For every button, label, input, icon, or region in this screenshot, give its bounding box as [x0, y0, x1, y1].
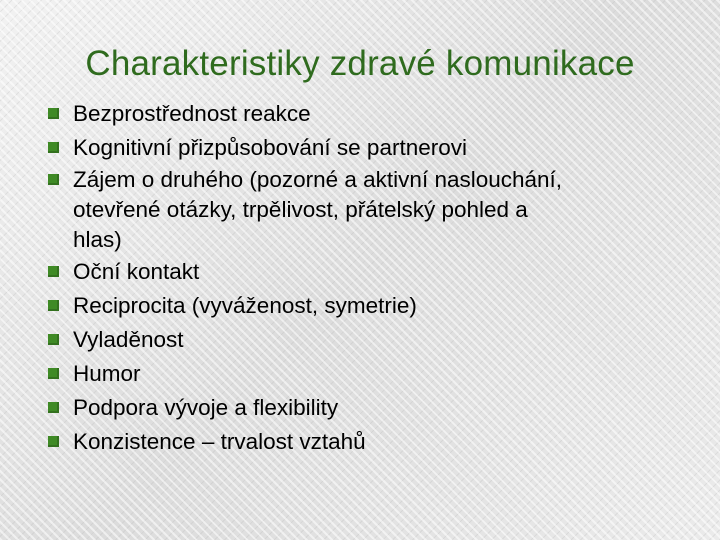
slide-title: Charakteristiky zdravé komunikace	[85, 44, 635, 83]
list-item-text: Bezprostřednost reakce	[73, 101, 311, 126]
list-item-text: Konzistence – trvalost vztahů	[73, 429, 366, 454]
list-item	[48, 391, 698, 425]
bullet-list	[48, 97, 698, 459]
square-bullet-icon	[48, 402, 59, 413]
square-bullet-icon	[48, 174, 59, 185]
list-item-text: Podpora vývoje a flexibility	[73, 395, 339, 420]
list-item-text: Humor	[73, 361, 141, 386]
square-bullet-icon	[48, 300, 59, 311]
square-bullet-icon	[48, 368, 59, 379]
list-item	[48, 425, 698, 459]
list-item	[48, 97, 698, 131]
list-item-text: Vyladěnost	[73, 327, 184, 352]
list-item-text-line: hlas)	[73, 227, 122, 252]
list-item	[48, 357, 698, 391]
list-item	[48, 255, 698, 289]
list-item	[48, 323, 698, 357]
list-item-text-line: Zájem o druhého (pozorné a aktivní naslouchání,	[73, 167, 563, 192]
list-item-text: Kognitivní přizpůsobování se partnerovi	[73, 135, 467, 160]
square-bullet-icon	[48, 142, 59, 153]
square-bullet-icon	[48, 108, 59, 119]
list-item-text: Reciprocita (vyváženost, symetrie)	[73, 293, 417, 318]
list-item-text: Oční kontakt	[73, 259, 200, 284]
square-bullet-icon	[48, 334, 59, 345]
square-bullet-icon	[48, 436, 59, 447]
list-item	[48, 131, 698, 165]
list-item	[48, 165, 698, 255]
list-item-text-line: otevřené otázky, trpělivost, přátelský pohled a	[73, 197, 528, 222]
list-item	[48, 289, 698, 323]
square-bullet-icon	[48, 266, 59, 277]
